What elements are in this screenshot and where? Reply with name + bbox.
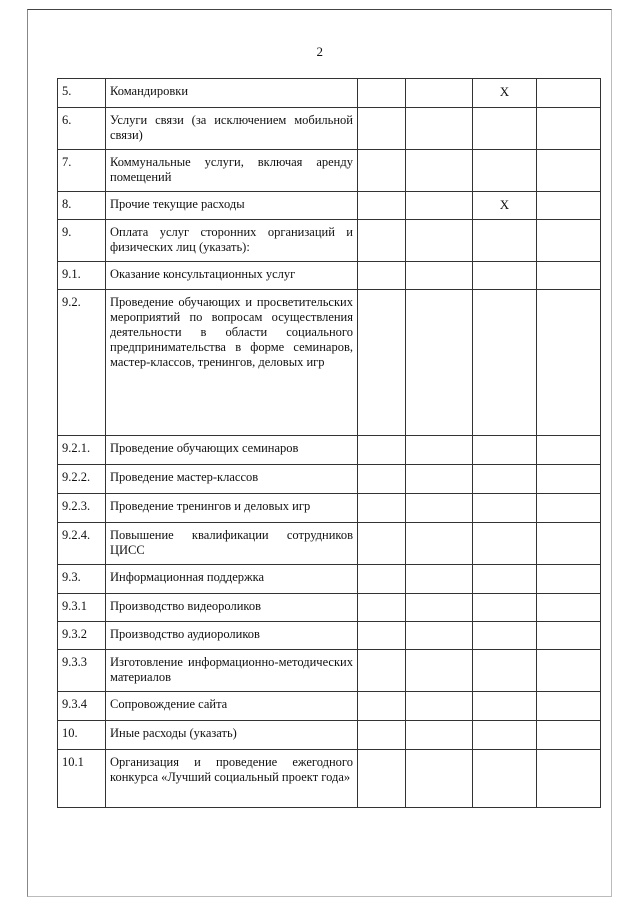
mark-cell xyxy=(406,465,473,494)
mark-cell xyxy=(358,436,406,465)
mark-cell xyxy=(358,465,406,494)
table-row xyxy=(58,220,601,262)
row-number: 9.3.1 xyxy=(58,594,106,622)
mark-cell xyxy=(406,650,473,692)
mark-cell xyxy=(358,650,406,692)
mark-cell xyxy=(537,436,601,465)
table-row xyxy=(58,594,601,622)
expense-item: Услуги связи (за исключением мобильной связи) xyxy=(106,108,358,150)
mark-cell xyxy=(358,150,406,192)
row-number: 9.3.3 xyxy=(58,650,106,692)
mark-cell xyxy=(406,622,473,650)
mark-cell xyxy=(473,565,537,594)
mark-cell xyxy=(473,436,537,465)
row-number: 10. xyxy=(58,721,106,750)
mark-cell xyxy=(537,721,601,750)
table-row xyxy=(58,750,601,808)
mark-cell xyxy=(537,692,601,721)
mark-cell xyxy=(537,79,601,108)
table-row xyxy=(58,692,601,721)
mark-cell xyxy=(537,150,601,192)
expense-item: Оплата услуг сторонних организаций и физических лиц (указать): xyxy=(106,220,358,262)
mark-cell xyxy=(473,523,537,565)
expense-table-body xyxy=(58,79,601,808)
mark-cell xyxy=(406,721,473,750)
mark-cell xyxy=(473,650,537,692)
mark-cell xyxy=(406,750,473,808)
mark-cell xyxy=(358,721,406,750)
mark-cell xyxy=(537,192,601,220)
mark-cell xyxy=(537,594,601,622)
expense-item: Прочие текущие расходы xyxy=(106,192,358,220)
row-number: 9.2.3. xyxy=(58,494,106,523)
mark-cell xyxy=(406,79,473,108)
mark-cell xyxy=(537,565,601,594)
mark-cell: X xyxy=(473,192,537,220)
table-row xyxy=(58,565,601,594)
row-number: 9.3.2 xyxy=(58,622,106,650)
table-row xyxy=(58,465,601,494)
mark-cell xyxy=(537,108,601,150)
table-row xyxy=(58,108,601,150)
expense-item: Проведение обучающих семинаров xyxy=(106,436,358,465)
mark-cell xyxy=(358,750,406,808)
table-row xyxy=(58,622,601,650)
mark-cell xyxy=(406,594,473,622)
mark-cell xyxy=(473,494,537,523)
table-row xyxy=(58,494,601,523)
row-number: 6. xyxy=(58,108,106,150)
expense-item: Проведение обучающих и просветительских мероприятий по вопросам осуществления деятельности в области социального предпринимательства в форме семинаров, мастер-классов, тренингов, деловых игр xyxy=(106,290,358,436)
mark-cell xyxy=(473,750,537,808)
row-number: 9.2.1. xyxy=(58,436,106,465)
mark-cell xyxy=(358,594,406,622)
row-number: 7. xyxy=(58,150,106,192)
mark-cell xyxy=(537,290,601,436)
table-row xyxy=(58,290,601,436)
expense-item: Повышение квалификации сотрудников ЦИСС xyxy=(106,523,358,565)
mark-cell xyxy=(358,262,406,290)
mark-cell xyxy=(406,290,473,436)
mark-cell xyxy=(537,262,601,290)
row-number: 5. xyxy=(58,79,106,108)
row-number: 9.3.4 xyxy=(58,692,106,721)
row-number: 9.2. xyxy=(58,290,106,436)
mark-cell xyxy=(358,79,406,108)
table-row xyxy=(58,79,601,108)
mark-cell xyxy=(358,622,406,650)
mark-cell xyxy=(473,262,537,290)
page-number: 2 xyxy=(316,44,324,59)
expense-item: Проведение тренингов и деловых игр xyxy=(106,494,358,523)
mark-cell xyxy=(406,150,473,192)
mark-cell xyxy=(358,220,406,262)
expense-item: Сопровождение сайта xyxy=(106,692,358,721)
mark-cell xyxy=(406,565,473,594)
mark-cell xyxy=(473,692,537,721)
table-row xyxy=(58,523,601,565)
mark-cell xyxy=(358,290,406,436)
expense-item: Информационная поддержка xyxy=(106,565,358,594)
mark-cell xyxy=(473,290,537,436)
mark-cell xyxy=(406,523,473,565)
row-number: 9. xyxy=(58,220,106,262)
mark-cell xyxy=(537,494,601,523)
row-number: 8. xyxy=(58,192,106,220)
row-number: 9.2.2. xyxy=(58,465,106,494)
expense-item: Коммунальные услуги, включая аренду помещений xyxy=(106,150,358,192)
mark-cell xyxy=(406,692,473,721)
table-row xyxy=(58,650,601,692)
expense-item: Производство аудиороликов xyxy=(106,622,358,650)
mark-cell xyxy=(358,494,406,523)
table-row xyxy=(58,150,601,192)
expense-item: Оказание консультационных услуг xyxy=(106,262,358,290)
mark-cell xyxy=(473,150,537,192)
mark-cell xyxy=(537,622,601,650)
expense-item: Иные расходы (указать) xyxy=(106,721,358,750)
mark-cell xyxy=(473,465,537,494)
table-row xyxy=(58,436,601,465)
mark-cell xyxy=(537,220,601,262)
mark-cell xyxy=(406,494,473,523)
mark-cell xyxy=(473,721,537,750)
mark-cell xyxy=(358,565,406,594)
mark-cell: X xyxy=(473,79,537,108)
mark-cell xyxy=(358,692,406,721)
expense-table xyxy=(57,78,601,808)
mark-cell xyxy=(358,108,406,150)
row-number: 9.1. xyxy=(58,262,106,290)
mark-cell xyxy=(473,594,537,622)
mark-cell xyxy=(537,523,601,565)
table-row xyxy=(58,192,601,220)
mark-cell xyxy=(473,622,537,650)
mark-cell xyxy=(358,523,406,565)
mark-cell xyxy=(406,220,473,262)
expense-item: Командировки xyxy=(106,79,358,108)
mark-cell xyxy=(537,750,601,808)
mark-cell xyxy=(406,108,473,150)
row-number: 9.2.4. xyxy=(58,523,106,565)
mark-cell xyxy=(473,108,537,150)
expense-item: Проведение мастер-классов xyxy=(106,465,358,494)
expense-item: Организация и проведение ежегодного конкурса «Лучший социальный проект года» xyxy=(106,750,358,808)
expense-item: Изготовление информационно-методических материалов xyxy=(106,650,358,692)
mark-cell xyxy=(406,192,473,220)
row-number: 9.3. xyxy=(58,565,106,594)
mark-cell xyxy=(406,262,473,290)
mark-cell xyxy=(537,465,601,494)
mark-cell xyxy=(406,436,473,465)
table-row xyxy=(58,721,601,750)
row-number: 10.1 xyxy=(58,750,106,808)
mark-cell xyxy=(537,650,601,692)
mark-cell xyxy=(473,220,537,262)
mark-cell xyxy=(358,192,406,220)
table-row xyxy=(58,262,601,290)
expense-item: Производство видеороликов xyxy=(106,594,358,622)
